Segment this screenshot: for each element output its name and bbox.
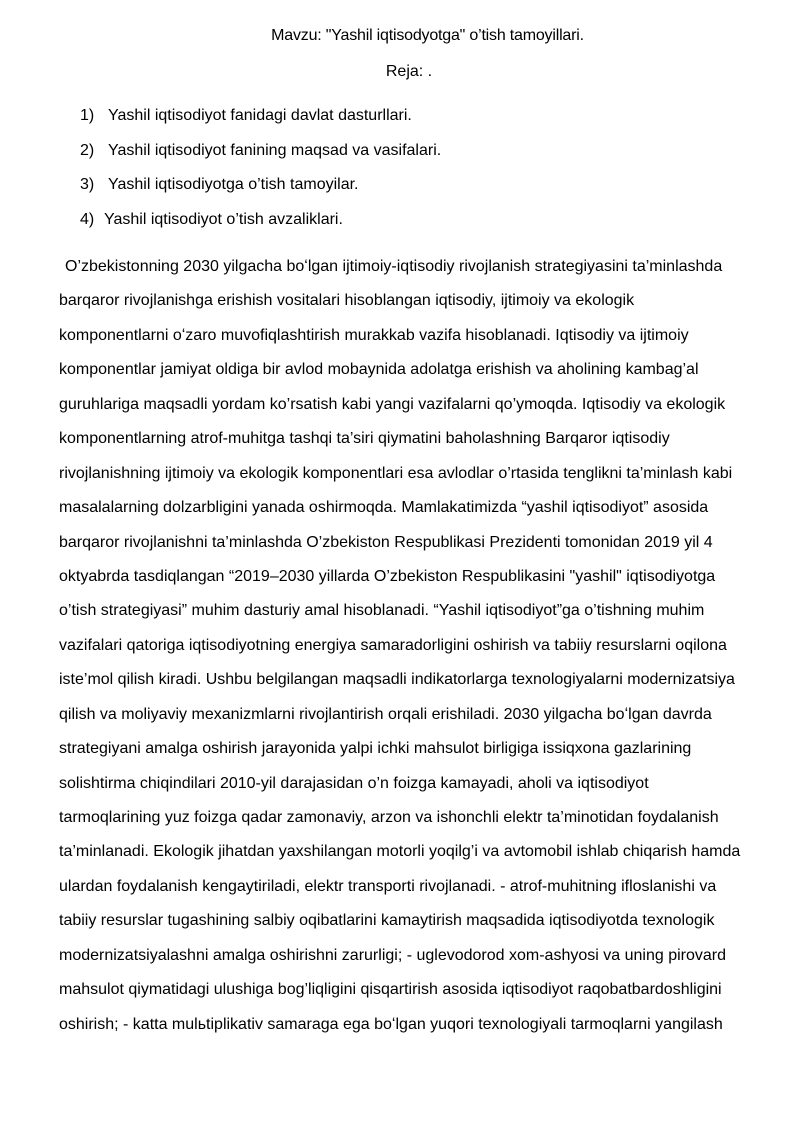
outline-item — [80, 173, 441, 208]
body-line: komponentlar jamiyat oldiga bir avlod mobaynida adolatga erishish va aholining kambag’al — [59, 361, 699, 379]
body-line: barqaror rivojlanishni ta’minlashda O’zbekiston Respublikasi Prezidenti tomonidan 2019 yil 4 — [59, 533, 713, 551]
body-line: guruhlariga maqsadli yordam ko’rsatish kabi yangi vazifalarni qo’ymoqda. Iqtisodiy va ekologik — [59, 395, 726, 413]
body-line: rivojlanishning ijtimoiy va ekologik komponentlari esa avlodlar o’rtasida tenglikni ta’minlash kabi — [59, 464, 733, 482]
plan-heading — [0, 61, 800, 83]
outline-item — [80, 208, 441, 243]
body-line: modernizatsiyalashni amalga oshirishni zarurligi; - uglevodorod xom-ashyosi va uning pirovard — [59, 946, 726, 964]
outline-item-number: 1) — [80, 107, 95, 124]
body-line: barqaror rivojlanishga erishish vositalari hisoblangan iqtisodiy, ijtimoiy va ekologik — [59, 292, 635, 310]
body-line: tarmoqlarining yuz foizga qadar zamonaviy, arzon va ishonchli elektr ta’minotidan foydalanish — [59, 809, 719, 826]
body-line: komponentlarni oʻzaro muvofiqlashtirish murakkab vazifa hisoblanadi. Iqtisodiy va ijtimoiy — [59, 326, 689, 344]
body-line: strategiyani amalga oshirish jarayonida yalpi ichki mahsulot birligiga issiqxona gazlarining — [59, 740, 692, 758]
body-line: oshirish; - katta mulьtiplikativ samaraga ega boʻlgan yuqori texnologiyali tarmoqlarni yangilash — [59, 1015, 723, 1033]
outline-item-number: 2) — [80, 141, 95, 159]
outline-item-text: Yashil iqtisodiyot fanining maqsad va vasifalari. — [108, 141, 442, 159]
body-line: iste’mol qilish kiradi. Ushbu belgilangan maqsadli indikatorlarga texnologiyalarni modernizatsiya — [59, 671, 735, 689]
body-line: masalalarning dolzarbligini yanada oshirmoqda. Mamlakatimizda “yashil iqtisodiyot” asosida — [59, 499, 709, 517]
body-line: o’tish strategiyasi” muhim dasturiy amal hisoblanadi. “Yashil iqtisodiyot”ga o’tishning muhim — [59, 602, 705, 620]
body-line: ta’minlanadi. Ekologik jihatdan yaxshilangan motorli yoqilg’i va avtomobil ishlab chiqarish hamda — [59, 843, 741, 861]
body-paragraph — [59, 252, 800, 1044]
outline-item-number: 3) — [80, 176, 95, 193]
document-title-text: Mavzu: "Yashil iqtisodyotga" o’tish tamoyillari. — [271, 27, 584, 44]
outline-item-text: Yashil iqtisodiyot o’tish avzaliklari. — [104, 210, 343, 228]
body-line: oktyabrda tasdiqlangan “2019–2030 yillarda O’zbekiston Respublikasini "yashil" iqtisodiyotga — [59, 567, 716, 585]
plan-heading-text: Reja: . — [385, 63, 433, 80]
body-line: vazifalari qatoriga iqtisodiyotning energiya samaradorligini oshirish va tabiiy resurslarni oqilona — [59, 636, 727, 654]
outline-item — [80, 104, 441, 139]
body-line: tabiiy resurslar tugashining salbiy oqibatlarini kamaytirish maqsadida iqtisodiyotda texnologik — [59, 912, 715, 930]
plan-outline-list — [80, 104, 441, 242]
outline-item-number: 4) — [80, 210, 95, 228]
outline-item-text: Yashil iqtisodiyotga o’tish tamoyilar. — [108, 176, 359, 193]
document-title — [0, 25, 800, 47]
outline-item-text: Yashil iqtisodiyot fanidagi davlat dasturllari. — [108, 107, 412, 124]
body-line: solishtirma chiqindilari 2010-yil darajasidan o’n foizga kamayadi, aholi va iqtisodiyot — [59, 774, 649, 792]
body-line: ulardan foydalanish kengaytiriladi, elektr transporti rivojlanadi. - atrof-muhitning ifloslanishi va — [59, 877, 717, 895]
body-line: qilish va moliyaviy mexanizmlarni rivojlantirish orqali erishiladi. 2030 yilgacha boʻlgan davrda — [59, 705, 712, 723]
body-line: komponentlarning atrof-muhitga tashqi ta’siri qiymatini baholashning Barqaror iqtisodiy — [59, 430, 670, 448]
outline-item — [80, 139, 441, 174]
body-line: O’zbekistonning 2030 yilgacha boʻlgan ijtimoiy-iqtisodiy rivojlanish strategiyasini ta’minlashda — [65, 258, 723, 275]
body-line: mahsulot qiymatidagi ulushiga bog’liqligini qisqartirish asosida iqtisodiyot raqobatbardoshligini — [59, 981, 722, 999]
